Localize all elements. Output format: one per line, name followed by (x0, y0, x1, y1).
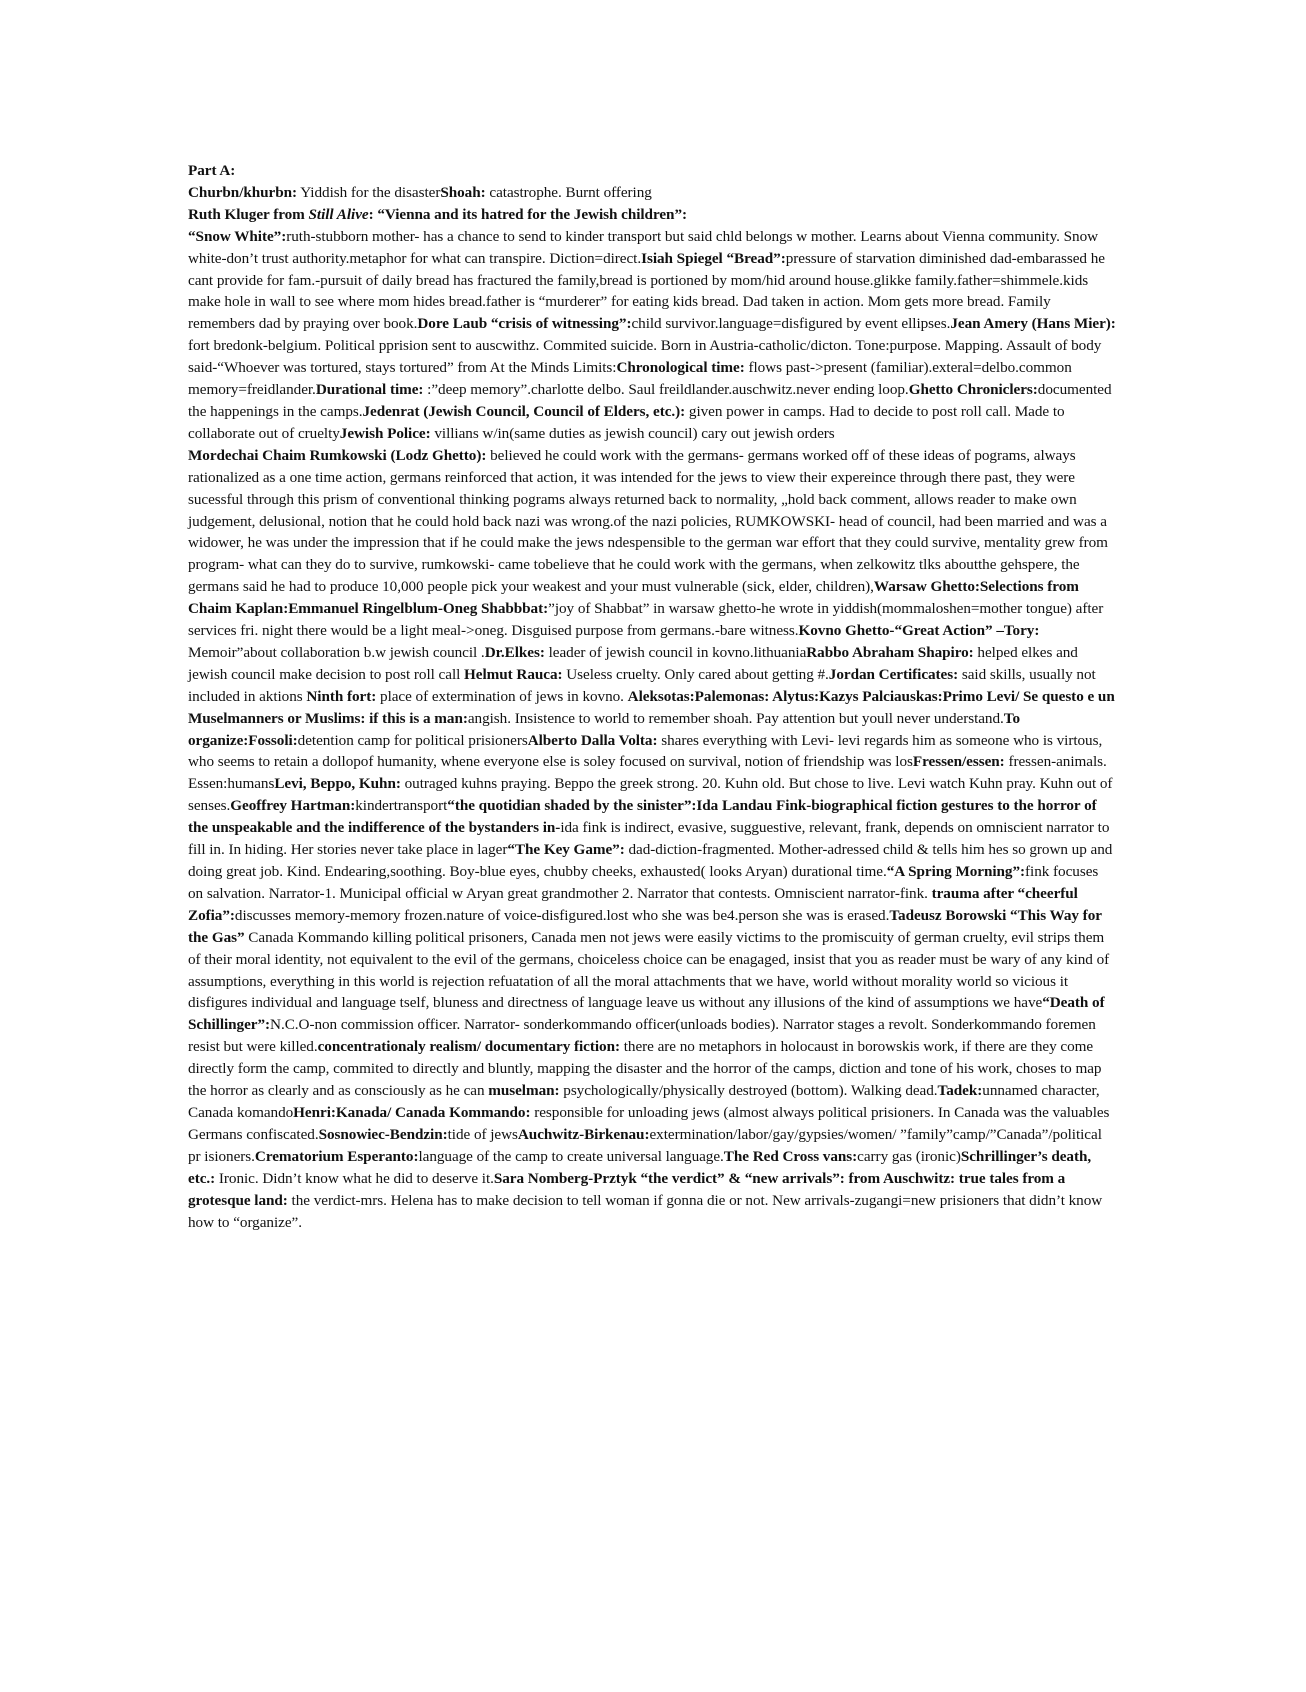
term-label: To organize:Fossoli: (188, 709, 1020, 749)
term-definition: ”joy of Shabbat” in warsaw ghetto-he wrote in yiddish(mommaloshen=mother tongue) after services fri. night there would be a light meal->oneg. Disguised purpose from germans.-bare witness. (188, 600, 1104, 640)
term-definition: Useless cruelty. Only cared about getting #. (562, 665, 829, 683)
term-label: Shoah: (440, 183, 486, 201)
term-definition: leader of jewish council in kovno.lithuania (544, 643, 807, 661)
term-label: Rabbo Abraham Shapiro: (806, 643, 974, 661)
term-definition: helped elkes and jewish council make decision to post roll call (188, 643, 1078, 683)
term-label: Tadek: (937, 1082, 983, 1100)
term-label: concentrationaly realism/ documentary fiction: (317, 1038, 620, 1056)
term-definition: ruth-stubborn mother- has a chance to send to kinder transport but said chld belongs w mother. Learns about Vienna community. Snow white-don’t trust authority.metaphor for what can transpire. Diction=direct. (188, 227, 1099, 267)
term-label: Still Alive (308, 205, 369, 223)
term-label: Crematorium Esperanto: (254, 1147, 419, 1165)
term-label: Fressen/essen: (912, 753, 1005, 771)
term-label: “Snow White”: (188, 227, 287, 245)
term-definition: given power in camps. Had to decide to post roll call. Made to collaborate out of cruelty (188, 402, 1065, 442)
term-definition: shares everything with Levi- levi regards him as someone who is virtous, who seems to retain a dollopof humanity, whene everyone else is soley focused on survival, notion of friendship was los (188, 731, 1103, 771)
term-definition: extermination/labor/gay/gypsies/women/ ”family”camp/”Canada”/political pr isioners. (188, 1125, 1102, 1165)
term-label: “A Spring Morning”: (886, 863, 1026, 880)
term-definition: child survivor.language=disfigured by event ellipses. (631, 315, 951, 333)
term-label: The Red Cross vans: (723, 1147, 858, 1165)
term-definition: flows past->present (familiar).exteral=delbo.common memory=freidlander. (188, 359, 1072, 399)
term-definition: said skills, usually not included in aktions (188, 665, 1096, 705)
term-label: Jedenrat (Jewish Council, Council of Elders, etc.): (362, 402, 686, 420)
term-label: “Death of Schillinger”: (188, 994, 1105, 1034)
term-definition: pressure of starvation diminished dad-embarassed he cant provide for fam.-pursuit of daily bread has fractured the family,bread is portioned by mom/hid around house.glikke family.father=shimmele.kids make hole in wall to see where mom hides bread.father is “murderer” for eating kids bread. Dad taken in action. Mom gets more bread. Family remembers dad by praying over book. (188, 249, 1105, 333)
term-label: Auchwitz-Birkenau: (517, 1125, 650, 1143)
term-label: Jordan Certificates: (828, 665, 959, 683)
term-label: “The Key Game”: (507, 841, 625, 859)
part-heading: Part A: (188, 162, 236, 179)
term-definition: Memoir”about collaboration b.w jewish council . (188, 643, 485, 661)
term-definition: responsible for unloading jews (almost always political prisioners. In Canada was the valuables Germans confiscated. (188, 1103, 1110, 1143)
term-definition: N.C.O-non commission officer. Narrator- sonderkommando officer(unloads bodies). Narrator stages a revolt. Sonderkommando foremen resist but were killed. (188, 1016, 1096, 1056)
term-label: Geoffrey Hartman: (230, 797, 356, 815)
term-label: Jewish Police: (339, 424, 431, 442)
term-label: Sosnowiec-Bendzin: (318, 1125, 448, 1143)
term-definition: dad-diction-fragmented. Mother-adressed child & tells him hes so grown up and doing great job. Kind. Endearing,soothing. Boy-blue eyes, chubby cheeks, exhausted( looks Aryan) durational time. (188, 841, 1113, 880)
term-definition: fort bredonk-belgium. Political pprision sent to auscwithz. Commited suicide. Born in Austria-catholic/dicton. Tone:purpose. Mapping. Assault of body said-“Whoever was tortured, stays tortured” from At the Minds Limits: (188, 337, 1102, 377)
term-definition: detention camp for political prisioners (297, 731, 528, 749)
term-label: Chronological time: (616, 359, 745, 377)
term-label: Durational time: (315, 381, 424, 399)
term-label: Ruth Kluger from (188, 205, 309, 223)
term-definition: documented the happenings in the camps. (188, 381, 1112, 420)
term-label: Mordechai Chaim Rumkowski (Lodz Ghetto): (188, 446, 487, 464)
term-label: Dore Laub “crisis of witnessing”: (417, 315, 632, 333)
term-definition: psychologically/physically destroyed (bottom). Walking dead. (559, 1082, 938, 1100)
term-line-churbn (188, 182, 1116, 204)
term-label: Aleksotas:Palemonas: Alytus:Kazys Palciauskas:Primo Levi/ Se questo e un Muselmanners or Muslims: if this is a man: (188, 687, 1115, 727)
term-label: Schrillinger’s death, etc.: (188, 1147, 1092, 1187)
term-definition: outraged kuhns praying. Beppo the greek strong. 20. Kuhn old. But chose to live. Levi watch Kuhn pray. Kuhn out of senses. (188, 775, 1113, 815)
term-definition: there are no metaphors in holocaust in borowskis work, if there are they come directly form the camp, commited to directly and bluntly, mapping the disaster and the horror of the camps, diction and tone of his work, choses to map the horror as clearly and as consciously as he can (188, 1038, 1102, 1100)
term-definition: :”deep memory”.charlotte delbo. Saul freildlander.auschwitz.never ending loop. (423, 381, 909, 399)
term-label: Dr.Elkes: (484, 643, 545, 661)
term-definition: angish. Insistence to world to remember shoah. Pay attention but youll never understand. (467, 709, 1004, 727)
term-label: Alberto Dalla Volta: (527, 731, 658, 749)
term-label: Kovno Ghetto-“Great Action” –Tory: (798, 622, 1040, 640)
term-definition: discusses memory-memory frozen.nature of voice-disfigured.lost who she was be4.person she was is erased. (234, 906, 890, 924)
term-definition: kindertransport (355, 797, 448, 815)
term-definition: believed he could work with the germans- germans worked off of these ideas of pograms, always rationalized as a one time action, germans reinforced that action, it was intended for the jews to view their expereince through there past, they were sucessful through this prism of conventional thinking pograms always returned back to normality, „hold back comment, allows reader to make own judgement, delusional, notion that he could hold back nazi was wrong.of the nazi policies, RUMKOWSKI- head of council, had been married and was a widower, he was under the impression that if he could make the jews ndespensible to the german war effort that they could survive, mentality grew from program- what can they do to survive, rumkowski- came tobelieve that he could work with the germans, when zelkowitz tlks aboutthe gehspere, the germans said he had to produce 10,000 people pick your weakest and your must vulnerable (sick, elder, children), (188, 446, 1108, 596)
document-page (188, 160, 1116, 1233)
term-label: trauma after “cheerful Zofia”: (188, 884, 1078, 924)
term-definition: language of the camp to create universal language. (418, 1147, 724, 1165)
term-definition: catastrophe. Burnt offering (485, 183, 652, 201)
notes-paragraph-1 (188, 226, 1116, 445)
term-label: Helmut Rauca: (464, 665, 563, 683)
notes-paragraph-2 (188, 445, 1116, 1234)
term-label: Warsaw Ghetto:Selections from Chaim Kaplan:Emmanuel Ringelblum-Oneg Shabbbat: (188, 578, 1079, 618)
term-label: Levi, Beppo, Kuhn: (274, 775, 401, 793)
term-definition: Ironic. Didn’t know what he did to deserve it. (215, 1169, 494, 1187)
term-definition: fink focuses on salvation. Narrator-1. Municipal official w Aryan great grandmother 2. Narrator that contests. Omniscient narrator-fink. (188, 863, 1099, 902)
term-label: Ninth fort: (306, 687, 377, 705)
term-label: Jean Amery (Hans Mier): (950, 315, 1116, 333)
term-definition: the verdict-mrs. Helena has to make decision to tell woman if gonna die or not. New arrivals-zugangi=new prisioners that didn’t know how to “organize”. (188, 1191, 1103, 1231)
term-definition: unnamed character, Canada komando (188, 1082, 1100, 1121)
term-definition: tide of jews (447, 1125, 518, 1143)
term-label: Isiah Spiegel “Bread”: (641, 249, 786, 267)
term-definition: ida fink is indirect, evasive, sugguestive, relevant, frank, depends on omniscient narrator to fill in. In hiding. Her stories never take place in lager (188, 819, 1110, 859)
term-line-ruth-kluger (188, 204, 1116, 226)
term-definition: villians w/in(same duties as jewish council) cary out jewish orders (430, 424, 835, 442)
term-label: Ghetto Chroniclers: (908, 381, 1038, 399)
term-definition: place of extermination of jews in kovno. (376, 687, 628, 705)
term-definition: fressen-animals. Essen:humans (188, 753, 1107, 793)
term-definition: Yiddish for the disaster (297, 183, 441, 201)
term-definition: carry gas (ironic) (857, 1147, 961, 1165)
term-definition: Canada Kommando killing political prisoners, Canada men not jews were easily victims to the promiscuity of german cruelty, evil strips them of their moral identity, not equivalent to the evil of the germans, choiceless choice can be enagaged, insist that you as reader must be wary of any kind of assumptions, everything in this world is rejection refuatation of all the moral attachments that we have, world without morality world so vicious it disfigures individual and language tself, bluness and directness of language leave us without any illusions of the kind of assumptions we have (188, 928, 1110, 1012)
term-label: Tadeusz Borowski “This Way for the Gas” (188, 906, 1102, 946)
term-label: Henri:Kanada/ Canada Kommando: (293, 1103, 531, 1121)
term-label: : “Vienna and its hatred for the Jewish children”: (368, 205, 688, 223)
term-label: muselman: (488, 1082, 560, 1100)
term-label: “the quotidian shaded by the sinister”:Ida Landau Fink-biographical fiction gestures to the horror of the unspeakable and the indifference of the bystanders in- (188, 797, 1097, 837)
term-label: Churbn/khurbn: (188, 183, 298, 201)
term-label: Sara Nomberg-Prztyk “the verdict” & “new arrivals”: from Auschwitz: true tales from a grotesque land: (188, 1169, 1066, 1209)
